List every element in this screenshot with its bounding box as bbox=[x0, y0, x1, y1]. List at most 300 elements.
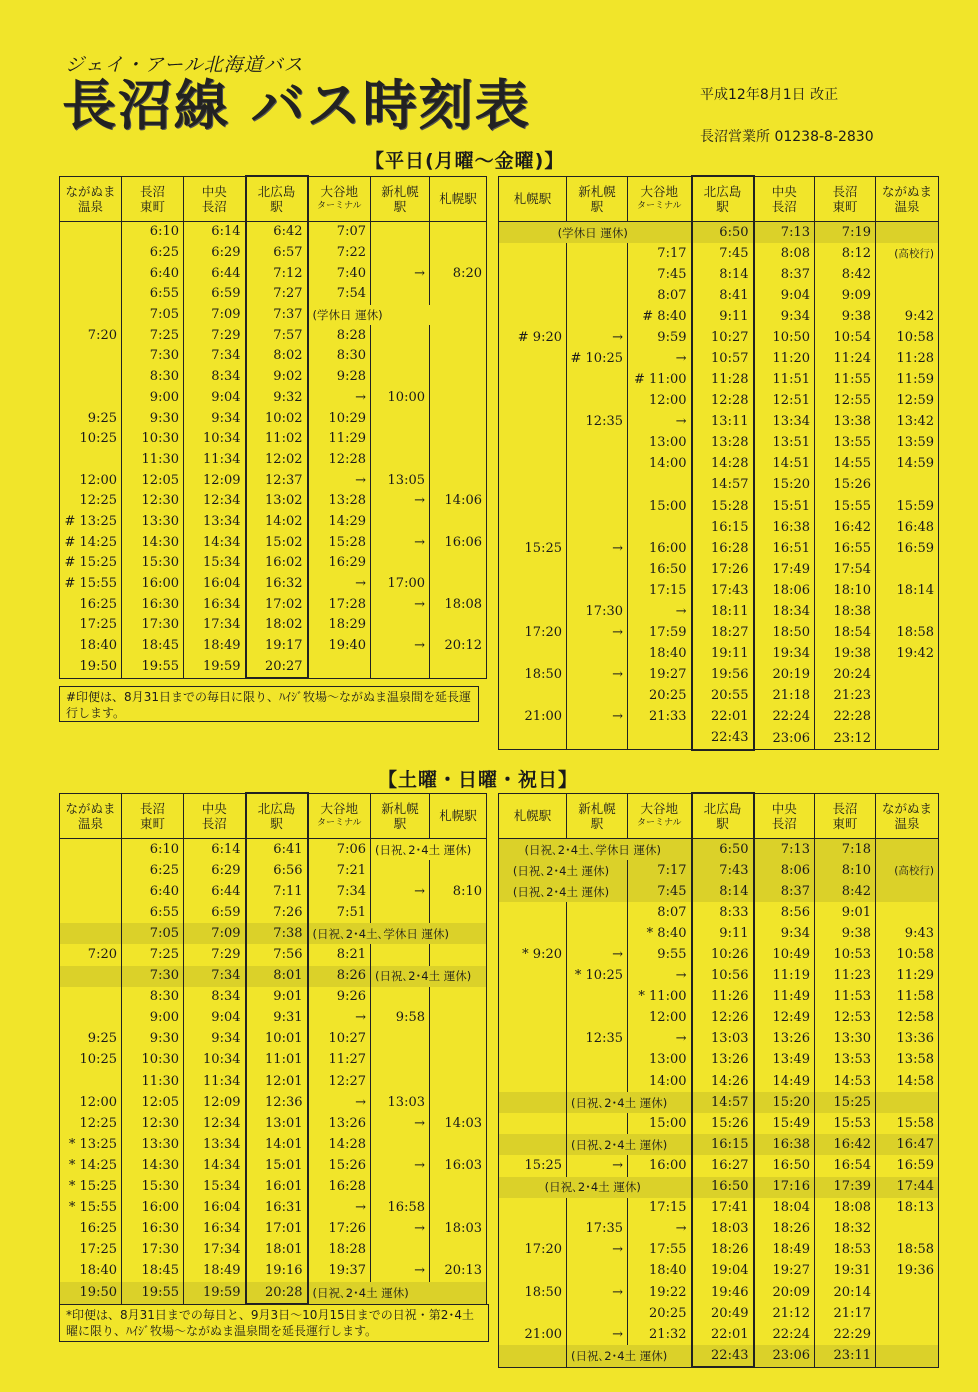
time-cell bbox=[876, 1282, 939, 1303]
time-cell: 7:30 bbox=[122, 966, 184, 987]
timetable-row bbox=[60, 881, 487, 902]
time-cell bbox=[430, 388, 487, 409]
timetable-row bbox=[60, 222, 487, 243]
time-cell: 7:45 bbox=[692, 243, 754, 264]
time-cell: 20:09 bbox=[754, 1282, 815, 1303]
time-cell bbox=[371, 325, 430, 346]
time-cell: → bbox=[308, 574, 371, 595]
time-cell: 9:01 bbox=[246, 987, 308, 1008]
time-cell: 10:49 bbox=[754, 944, 815, 965]
service-note-cell: (日祝､2･4土 運休) bbox=[308, 1282, 487, 1304]
time-cell: 13:00 bbox=[628, 433, 692, 454]
time-cell: 11:29 bbox=[876, 966, 939, 987]
time-cell: 17:39 bbox=[815, 1177, 876, 1198]
timetable-row bbox=[499, 412, 939, 433]
time-cell: 17:20 bbox=[499, 622, 567, 643]
time-cell: 12:34 bbox=[184, 1113, 246, 1134]
time-cell: 21:33 bbox=[628, 707, 692, 728]
time-cell: 9:26 bbox=[308, 987, 371, 1008]
time-cell: 18:49 bbox=[184, 1261, 246, 1282]
time-cell bbox=[371, 284, 430, 305]
time-cell: 18:50 bbox=[499, 665, 567, 686]
time-cell bbox=[60, 284, 122, 305]
timetable-row bbox=[60, 987, 487, 1008]
time-cell: 10:57 bbox=[692, 348, 754, 369]
time-cell: 7:05 bbox=[122, 923, 184, 944]
time-cell: 16:55 bbox=[815, 538, 876, 559]
time-cell bbox=[430, 367, 487, 388]
time-cell: 8:01 bbox=[246, 966, 308, 987]
time-cell: 15:55 bbox=[815, 496, 876, 517]
time-cell: → bbox=[371, 1219, 430, 1240]
time-cell: 16:32 bbox=[246, 574, 308, 595]
timetable-row bbox=[60, 1050, 487, 1071]
time-cell: 12:02 bbox=[246, 450, 308, 471]
time-cell: 9:02 bbox=[246, 367, 308, 388]
time-cell bbox=[430, 553, 487, 574]
time-cell: 8:14 bbox=[692, 881, 754, 902]
time-cell bbox=[499, 1113, 567, 1134]
time-cell: 17:54 bbox=[815, 559, 876, 580]
time-cell: 21:23 bbox=[815, 686, 876, 707]
time-cell: 16:28 bbox=[692, 538, 754, 559]
time-cell: 7:26 bbox=[246, 902, 308, 923]
time-cell: 16:48 bbox=[876, 517, 939, 538]
time-cell: 18:03 bbox=[692, 1219, 754, 1240]
weekend-section-title: 【土曜・日曜・祝日】 bbox=[378, 769, 579, 791]
service-note-cell: (日祝､2･4土 運休) bbox=[567, 1092, 692, 1113]
time-cell bbox=[499, 1261, 567, 1282]
timetable-row bbox=[60, 839, 487, 861]
timetable-row bbox=[60, 305, 487, 326]
time-cell bbox=[430, 860, 487, 881]
time-cell bbox=[430, 222, 487, 243]
time-cell: 11:30 bbox=[122, 450, 184, 471]
time-cell bbox=[308, 656, 371, 678]
time-cell: 10:02 bbox=[246, 408, 308, 429]
time-cell: 21:12 bbox=[754, 1303, 815, 1324]
time-cell: 7:25 bbox=[122, 944, 184, 965]
time-cell: 18:45 bbox=[122, 636, 184, 657]
time-cell: 13:34 bbox=[184, 1134, 246, 1155]
time-cell: 9:34 bbox=[184, 408, 246, 429]
timetable-row bbox=[499, 944, 939, 965]
time-cell: 16:38 bbox=[754, 1134, 815, 1155]
time-cell: 7:11 bbox=[246, 881, 308, 902]
time-cell bbox=[371, 1071, 430, 1092]
time-cell: 16:54 bbox=[815, 1155, 876, 1176]
time-cell: 13:30 bbox=[122, 1134, 184, 1155]
time-cell: 9:34 bbox=[754, 306, 815, 327]
time-cell bbox=[567, 306, 628, 327]
time-cell: 9:28 bbox=[308, 367, 371, 388]
time-cell: 19:04 bbox=[692, 1261, 754, 1282]
time-cell: 16:00 bbox=[122, 1198, 184, 1219]
time-cell: 17:15 bbox=[628, 1198, 692, 1219]
time-cell: 12:25 bbox=[60, 491, 122, 512]
time-cell bbox=[567, 1050, 628, 1071]
time-cell: 7:29 bbox=[184, 325, 246, 346]
weekend-inbound-table bbox=[498, 792, 939, 1368]
time-cell bbox=[60, 923, 122, 944]
timetable-row bbox=[499, 559, 939, 580]
time-cell: 17:00 bbox=[371, 574, 430, 595]
time-cell: 10:58 bbox=[876, 327, 939, 348]
time-cell bbox=[430, 1071, 487, 1092]
column-header bbox=[754, 176, 815, 222]
time-cell: 17:30 bbox=[567, 601, 628, 622]
time-cell bbox=[499, 1071, 567, 1092]
time-cell: 15:26 bbox=[815, 475, 876, 496]
timetable-row bbox=[499, 1071, 939, 1092]
time-cell: 18:40 bbox=[628, 644, 692, 665]
column-header-line: 中央 bbox=[771, 183, 797, 199]
time-cell: 7:21 bbox=[308, 860, 371, 881]
time-cell: 11:30 bbox=[122, 1071, 184, 1092]
timetable-row bbox=[499, 475, 939, 496]
service-note-cell: (日祝､2･4土 運休) bbox=[567, 1345, 692, 1367]
time-cell bbox=[876, 1324, 939, 1345]
time-cell: 6:55 bbox=[122, 902, 184, 923]
time-cell: 12:59 bbox=[876, 391, 939, 412]
time-cell: 16:25 bbox=[60, 1219, 122, 1240]
time-cell bbox=[371, 553, 430, 574]
time-cell: 7:29 bbox=[184, 944, 246, 965]
time-cell bbox=[430, 284, 487, 305]
service-note-cell: (日祝､2･4土 運休) bbox=[567, 1134, 692, 1155]
time-cell bbox=[567, 728, 628, 750]
time-cell: 6:14 bbox=[184, 839, 246, 861]
time-cell: 15:20 bbox=[754, 475, 815, 496]
time-cell bbox=[60, 839, 122, 861]
weekday-inbound-table bbox=[498, 175, 939, 751]
time-cell bbox=[567, 1113, 628, 1134]
time-cell bbox=[567, 1261, 628, 1282]
time-cell bbox=[371, 1050, 430, 1071]
time-cell: 17:26 bbox=[692, 559, 754, 580]
column-header bbox=[308, 176, 371, 222]
time-cell: 6:59 bbox=[184, 902, 246, 923]
time-cell: 12:00 bbox=[628, 391, 692, 412]
time-cell: 21:00 bbox=[499, 707, 567, 728]
time-cell: 6:25 bbox=[122, 243, 184, 264]
time-cell bbox=[876, 559, 939, 580]
time-cell: * 15:25 bbox=[60, 1177, 122, 1198]
time-cell bbox=[60, 1071, 122, 1092]
time-cell bbox=[567, 454, 628, 475]
time-cell: 10:30 bbox=[122, 429, 184, 450]
time-cell: 12:37 bbox=[246, 470, 308, 491]
column-header-line: 温泉 bbox=[77, 198, 103, 214]
time-cell bbox=[430, 450, 487, 471]
time-cell: 18:38 bbox=[815, 601, 876, 622]
time-cell: 8:20 bbox=[430, 263, 487, 284]
time-cell: 7:13 bbox=[754, 222, 815, 244]
column-header-line: 東町 bbox=[139, 198, 165, 214]
time-cell: 9:30 bbox=[122, 1029, 184, 1050]
time-cell: 10:29 bbox=[308, 408, 371, 429]
time-cell: 16:30 bbox=[122, 594, 184, 615]
time-cell bbox=[567, 433, 628, 454]
time-cell: → bbox=[567, 1240, 628, 1261]
time-cell: 18:29 bbox=[308, 615, 371, 636]
time-cell: 11:20 bbox=[754, 348, 815, 369]
column-header bbox=[60, 176, 122, 222]
column-header bbox=[815, 176, 876, 222]
timetable-row bbox=[60, 923, 487, 944]
time-cell: 19:27 bbox=[754, 1261, 815, 1282]
time-cell bbox=[371, 346, 430, 367]
time-cell: 12:01 bbox=[246, 1071, 308, 1092]
time-cell bbox=[60, 881, 122, 902]
time-cell: 14:00 bbox=[628, 1071, 692, 1092]
time-cell: 16:59 bbox=[876, 538, 939, 559]
time-cell: 11:26 bbox=[692, 987, 754, 1008]
time-cell: 15:00 bbox=[628, 496, 692, 517]
time-cell: 21:18 bbox=[754, 686, 815, 707]
time-cell: 12:30 bbox=[122, 491, 184, 512]
column-header bbox=[371, 793, 430, 839]
time-cell: 12:00 bbox=[60, 470, 122, 491]
column-header-line: ターミナル bbox=[316, 817, 362, 828]
time-cell: 14:30 bbox=[122, 532, 184, 553]
column-header-line: 長沼 bbox=[139, 800, 165, 816]
column-header-line: 大谷地 bbox=[640, 800, 678, 816]
time-cell: 11:28 bbox=[692, 370, 754, 391]
time-cell: 8:10 bbox=[815, 860, 876, 881]
time-cell: * 15:55 bbox=[60, 1198, 122, 1219]
time-cell: 8:41 bbox=[692, 285, 754, 306]
column-header-line: ながぬま bbox=[65, 183, 116, 199]
column-header-line: 長沼 bbox=[201, 815, 227, 831]
time-cell: 10:58 bbox=[876, 944, 939, 965]
weekend-outbound-table bbox=[59, 792, 487, 1305]
time-cell: 9:09 bbox=[815, 285, 876, 306]
time-cell: 6:55 bbox=[122, 284, 184, 305]
time-cell: 10:56 bbox=[692, 966, 754, 987]
time-cell: 15:34 bbox=[184, 553, 246, 574]
time-cell: 9:00 bbox=[122, 1008, 184, 1029]
timetable-row bbox=[60, 1177, 487, 1198]
timetable-row bbox=[60, 1198, 487, 1219]
time-cell: 13:03 bbox=[371, 1092, 430, 1113]
timetable-row bbox=[60, 1071, 487, 1092]
time-cell: 9:11 bbox=[692, 923, 754, 944]
time-cell: 19:17 bbox=[246, 636, 308, 657]
time-cell bbox=[430, 512, 487, 533]
time-cell: 12:51 bbox=[754, 391, 815, 412]
timetable-row bbox=[499, 1113, 939, 1134]
time-cell: 14:57 bbox=[692, 1092, 754, 1113]
column-header-line: 札幌駅 bbox=[513, 191, 552, 207]
time-cell: 14:58 bbox=[876, 1071, 939, 1092]
time-cell: 9:11 bbox=[692, 306, 754, 327]
time-cell: 6:40 bbox=[122, 881, 184, 902]
time-cell bbox=[430, 1134, 487, 1155]
time-cell bbox=[567, 1198, 628, 1219]
timetable-row bbox=[499, 686, 939, 707]
time-cell: 18:11 bbox=[692, 601, 754, 622]
time-cell: → bbox=[628, 601, 692, 622]
time-cell: 7:19 bbox=[815, 222, 876, 244]
time-cell bbox=[499, 1345, 567, 1367]
time-cell: 7:51 bbox=[308, 902, 371, 923]
time-cell: → bbox=[308, 1198, 371, 1219]
time-cell: 20:12 bbox=[430, 636, 487, 657]
time-cell bbox=[567, 686, 628, 707]
time-cell: 9:00 bbox=[122, 388, 184, 409]
header-row bbox=[499, 793, 939, 839]
time-cell: → bbox=[371, 594, 430, 615]
time-cell: 16:06 bbox=[430, 532, 487, 553]
time-cell: → bbox=[371, 1113, 430, 1134]
column-header-line: 新札幌 bbox=[578, 183, 616, 199]
time-cell bbox=[567, 923, 628, 944]
time-cell: 18:06 bbox=[754, 580, 815, 601]
time-cell: 6:44 bbox=[184, 263, 246, 284]
time-cell: → bbox=[567, 707, 628, 728]
time-cell: 14:02 bbox=[246, 512, 308, 533]
timetable-row bbox=[60, 1113, 487, 1134]
time-cell: 8:28 bbox=[308, 325, 371, 346]
time-cell: → bbox=[371, 532, 430, 553]
time-cell: 15:30 bbox=[122, 1177, 184, 1198]
time-cell: 14:26 bbox=[692, 1071, 754, 1092]
column-header-line: 東町 bbox=[139, 815, 165, 831]
time-cell: 13:38 bbox=[815, 412, 876, 433]
time-cell: 7:25 bbox=[122, 325, 184, 346]
time-cell: 18:04 bbox=[754, 1198, 815, 1219]
time-cell: # 11:00 bbox=[628, 370, 692, 391]
time-cell bbox=[567, 285, 628, 306]
column-header bbox=[246, 793, 308, 839]
time-cell: → bbox=[628, 1029, 692, 1050]
time-cell: 20:55 bbox=[692, 686, 754, 707]
timetable-row bbox=[499, 966, 939, 987]
time-cell: → bbox=[628, 412, 692, 433]
time-cell bbox=[499, 475, 567, 496]
column-header-line: 長沼 bbox=[771, 815, 797, 831]
time-cell: 8:14 bbox=[692, 264, 754, 285]
time-cell: 15:59 bbox=[876, 496, 939, 517]
timetable-row bbox=[499, 665, 939, 686]
time-cell: 14:00 bbox=[628, 454, 692, 475]
time-cell bbox=[430, 1008, 487, 1029]
time-cell: 11:23 bbox=[815, 966, 876, 987]
time-cell: 16:01 bbox=[246, 1177, 308, 1198]
time-cell: 9:32 bbox=[246, 388, 308, 409]
time-cell: 10:54 bbox=[815, 327, 876, 348]
time-cell bbox=[499, 902, 567, 923]
service-note-cell: (日祝､2･4土 運休) bbox=[499, 1177, 692, 1198]
time-cell: * 10:25 bbox=[567, 966, 628, 987]
time-cell: 14:28 bbox=[308, 1134, 371, 1155]
timetable-row bbox=[499, 923, 939, 944]
column-header-line: ながぬま bbox=[65, 800, 116, 816]
time-cell: 6:56 bbox=[246, 860, 308, 881]
time-cell: 20:25 bbox=[628, 686, 692, 707]
time-cell bbox=[876, 1303, 939, 1324]
time-cell: 7:12 bbox=[246, 263, 308, 284]
page-title: 長沼線 バス時刻表 bbox=[62, 74, 531, 137]
timetable-row bbox=[499, 327, 939, 348]
time-cell: 19:55 bbox=[122, 1282, 184, 1304]
time-cell: 12:30 bbox=[122, 1113, 184, 1134]
time-cell: 8:26 bbox=[308, 966, 371, 987]
time-cell bbox=[60, 388, 122, 409]
column-header-line: 新札幌 bbox=[381, 183, 419, 199]
time-cell: 16:34 bbox=[184, 1219, 246, 1240]
time-cell: 13:26 bbox=[692, 1050, 754, 1071]
time-cell bbox=[430, 1198, 487, 1219]
time-cell: 9:34 bbox=[184, 1029, 246, 1050]
timetable-row bbox=[60, 1282, 487, 1304]
time-cell: → bbox=[308, 1008, 371, 1029]
column-header bbox=[567, 176, 628, 222]
time-cell: 16:04 bbox=[184, 1198, 246, 1219]
time-cell: 6:40 bbox=[122, 263, 184, 284]
time-cell: 8:30 bbox=[122, 367, 184, 388]
time-cell: 7:40 bbox=[308, 263, 371, 284]
time-cell: 7:18 bbox=[815, 839, 876, 861]
time-cell: 10:25 bbox=[60, 429, 122, 450]
timetable-row bbox=[60, 243, 487, 264]
time-cell: 15:28 bbox=[308, 532, 371, 553]
time-cell: 16:03 bbox=[430, 1155, 487, 1176]
time-cell bbox=[371, 1029, 430, 1050]
service-note-cell: (学休日 運休) bbox=[499, 222, 692, 244]
column-header-line: 大谷地 bbox=[320, 183, 358, 199]
time-cell: 13:26 bbox=[308, 1113, 371, 1134]
time-cell: 9:30 bbox=[122, 408, 184, 429]
time-cell bbox=[567, 517, 628, 538]
column-header-line: 温泉 bbox=[894, 815, 920, 831]
time-cell bbox=[876, 285, 939, 306]
time-cell bbox=[60, 1008, 122, 1029]
time-cell bbox=[430, 429, 487, 450]
time-cell bbox=[430, 615, 487, 636]
column-header-line: 長沼 bbox=[832, 800, 858, 816]
time-cell: 14:29 bbox=[308, 512, 371, 533]
time-cell: 14:01 bbox=[246, 1134, 308, 1155]
time-cell bbox=[499, 433, 567, 454]
timetable-row bbox=[499, 391, 939, 412]
time-cell: 18:10 bbox=[815, 580, 876, 601]
timetable-row bbox=[60, 532, 487, 553]
time-cell: 13:34 bbox=[184, 512, 246, 533]
time-cell: 15:28 bbox=[692, 496, 754, 517]
timetable-row bbox=[499, 580, 939, 601]
header-row bbox=[499, 176, 939, 222]
time-cell: 7:34 bbox=[308, 881, 371, 902]
time-cell: 16:15 bbox=[692, 1134, 754, 1155]
timetable-row bbox=[60, 388, 487, 409]
time-cell: 16:15 bbox=[692, 517, 754, 538]
column-header-line: 駅 bbox=[590, 815, 604, 831]
time-cell: 13:55 bbox=[815, 433, 876, 454]
service-note-cell: (日祝､2･4土 運休) bbox=[499, 860, 628, 881]
time-cell: 16:31 bbox=[246, 1198, 308, 1219]
time-cell: 15:58 bbox=[876, 1113, 939, 1134]
time-cell: 15:51 bbox=[754, 496, 815, 517]
time-cell: 15:01 bbox=[246, 1155, 308, 1176]
column-header-line: 中央 bbox=[771, 800, 797, 816]
time-cell: 13:36 bbox=[876, 1029, 939, 1050]
time-cell: 10:01 bbox=[246, 1029, 308, 1050]
time-cell: 12:28 bbox=[308, 450, 371, 471]
time-cell bbox=[567, 559, 628, 580]
time-cell: 7:38 bbox=[246, 923, 308, 944]
